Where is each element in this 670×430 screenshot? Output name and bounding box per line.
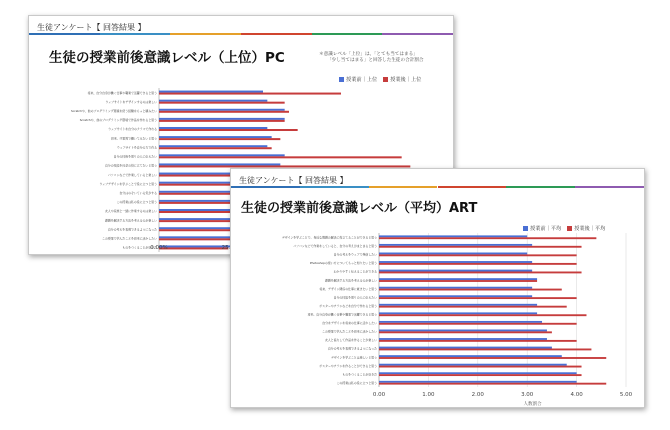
bar-before: [379, 253, 527, 255]
bar-after: [159, 111, 289, 113]
bar-after: [379, 289, 562, 291]
bar-before: [159, 100, 267, 102]
category-label: 友人と協力して作品を作ることが楽しい: [324, 338, 377, 343]
bar-after: [159, 147, 272, 149]
bar-after: [379, 246, 582, 248]
category-label: ポスターやチラシなどを自分で作れると思う: [319, 303, 377, 308]
chart-title: 生徒の授業前後意識レベル（上位）PC: [49, 50, 285, 66]
bar-before: [159, 118, 285, 120]
category-label: 自分の考えを表現できるようになった: [327, 346, 377, 351]
chart-title: 生徒の授業前後意識レベル（平均）ART: [241, 201, 478, 216]
category-label: ものをつくることが好きだ: [122, 245, 157, 250]
bar-after: [379, 349, 591, 351]
bar-before: [159, 163, 280, 165]
x-tick-label: 0.00: [372, 392, 386, 398]
bar-before: [379, 295, 532, 297]
slide-header: 生徒アンケート【 回答結果 】: [37, 23, 146, 32]
category-label: 将来、IT業界で働いてみたいと思う: [111, 136, 157, 141]
bar-before: [379, 270, 532, 272]
x-tick-label: 5.00: [619, 392, 633, 398]
legend-label: 授業前｜平均: [530, 226, 562, 232]
category-label: パソコンなどで作業していると楽しい: [107, 172, 157, 177]
bar-before: [379, 287, 532, 289]
category-label: 将来、自分自身が働く仕事や職業で活躍できると思う: [307, 312, 377, 317]
legend-label: 授業前｜上位: [346, 77, 378, 83]
bar-after: [379, 297, 577, 299]
bar-before: [379, 235, 527, 237]
category-label: 自分の技能を社会の役に立てたいと思う: [104, 163, 157, 168]
bar-after: [379, 254, 577, 256]
category-label: この授業で学んだことを将来に活かしたい: [102, 236, 157, 241]
category-label: この授業は私の役に立つと思う: [116, 200, 157, 205]
bar-after: [379, 357, 606, 359]
category-label: Scratchや、他のプログラミング環境で作品を作れると思う: [79, 118, 157, 123]
category-label: 課題を解決する方法を考えるのが楽しい: [104, 218, 157, 223]
bar-after: [159, 247, 228, 249]
bar-before: [379, 278, 537, 280]
bar-before: [379, 372, 577, 374]
category-label: 自分の技能を周りの人に伝えたい: [333, 295, 377, 300]
slide-header: 生徒アンケート【 回答結果 】: [239, 176, 348, 185]
bar-after: [379, 374, 582, 376]
bar-before: [159, 136, 272, 138]
bar-after: [379, 323, 577, 325]
bar-after: [379, 237, 596, 239]
bar-after: [379, 306, 567, 308]
bar-before: [159, 127, 267, 129]
category-label: ウェブサイトを自分の力で作る: [116, 145, 157, 150]
x-tick-label: 2.00: [471, 392, 484, 398]
bar-before: [159, 109, 285, 111]
category-label: パソコンなどで作業をしていると、自分の考えがまとまると思う: [293, 244, 377, 249]
slide-art: [230, 168, 645, 408]
category-label: 自分の考えを表現できるようになった: [107, 227, 157, 232]
x-tick-label: 4.00: [570, 392, 583, 398]
category-label: デザインを学ぶことは楽しいと思う: [330, 355, 377, 360]
bar-before: [379, 338, 547, 340]
category-label: Photoshopの使い方についてもっと知りたいと思う: [309, 261, 377, 266]
bar-before: [379, 364, 567, 366]
category-label: 課題を解決する方法を考えるのが楽しい: [324, 278, 377, 283]
bar-before: [379, 381, 577, 383]
category-label: Scratchや、他のプログラミング環境を使う経験をもっと積みたい: [71, 108, 157, 113]
bar-before: [159, 145, 267, 147]
bar-after: [159, 129, 298, 131]
bar-after: [379, 272, 582, 274]
bar-after: [379, 383, 606, 385]
category-label: ものをつくることが好きだ: [342, 372, 377, 377]
category-label: ウェブデザインを学ぶことで役に立つと思う: [99, 181, 157, 186]
category-label: ウェブサイトを自分のクラスで作れる: [108, 127, 157, 132]
bar-after: [379, 314, 586, 316]
bar-before: [379, 330, 547, 332]
category-label: わかりやすく伝えることができる: [333, 269, 377, 274]
bar-after: [159, 156, 402, 158]
bar-chart-art: [231, 169, 644, 407]
bar-before: [159, 154, 285, 156]
bar-after: [159, 102, 285, 104]
bar-before: [159, 91, 263, 93]
bar-before: [379, 347, 552, 349]
note-line: ＊意識レベル「上位」は、「とても当てはまる」: [319, 52, 418, 57]
category-label: ポスターやチラシを作ることができると思う: [319, 363, 377, 368]
x-tick-label: 1.00: [422, 392, 435, 398]
bar-after: [379, 331, 552, 333]
bar-before: [379, 355, 562, 357]
note-line: 「少し当てはまる」と回答した生徒の合計割合: [327, 58, 424, 63]
category-label: この授業は私の役に立つと思う: [336, 380, 377, 385]
x-tick-label: 25.: [221, 245, 231, 251]
category-label: 将来、デザイン関係の仕事に就きたいと思う: [319, 286, 377, 291]
category-label: 自分の技術を周りの人に伝えたい: [113, 154, 157, 159]
bar-after: [159, 120, 285, 122]
bar-before: [379, 321, 542, 323]
bar-before: [379, 244, 532, 246]
legend-label: 授業後｜上位: [390, 77, 422, 83]
bar-after: [379, 366, 582, 368]
x-tick-label: 0.00%: [150, 245, 168, 251]
bar-after: [379, 340, 577, 342]
bar-after: [159, 93, 341, 95]
category-label: 自分をデザインを将来の仕事に活かしたい: [322, 321, 377, 326]
category-label: この授業で学んだことを将来に活かしたい: [322, 329, 377, 334]
bar-before: [379, 261, 532, 263]
x-axis-label: 人数割合: [523, 402, 542, 407]
bar-before: [379, 312, 537, 314]
bar-after: [379, 280, 537, 282]
bar-after: [159, 138, 280, 140]
bar-before: [379, 304, 537, 306]
category-label: 自分はのぞいている気がする: [119, 190, 157, 195]
x-tick-label: 3.00: [521, 392, 534, 398]
category-label: 将来、自分自身が働く仕事や職業で活躍できると思う: [87, 90, 157, 95]
category-label: 友人や家族と一緒に作業するのは楽しい: [104, 209, 157, 214]
legend-label: 授業後｜平均: [574, 226, 606, 232]
category-label: デザインを学ぶことで、身近な問題の解決に役立てることができると思う: [281, 235, 377, 240]
category-label: 自分の考えをウェブで発信したい: [333, 252, 377, 257]
category-label: ウェブサイトをデザインするのは楽しい: [105, 99, 157, 104]
bar-after: [379, 263, 577, 265]
